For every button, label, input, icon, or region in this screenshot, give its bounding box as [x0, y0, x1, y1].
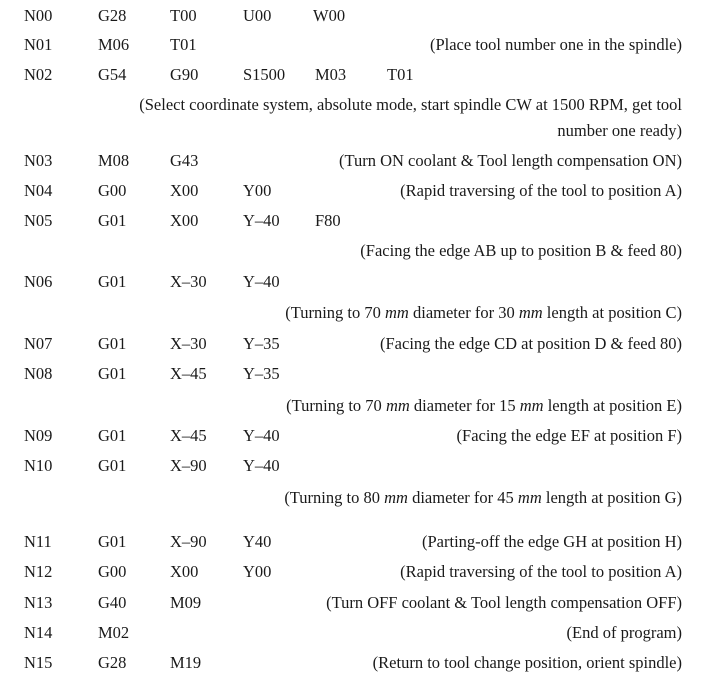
word: M08 — [98, 151, 130, 170]
block-comment: (Place tool number one in the spindle) — [429, 35, 682, 54]
block-n13 — [0, 591, 704, 615]
block-comment: (Facing the edge AB up to position B & feed 80) — [360, 241, 682, 260]
block-comment: (Turn ON coolant & Tool length compensation ON) — [338, 151, 682, 170]
block-n05-comment-line — [0, 239, 704, 263]
word: G43 — [170, 151, 199, 170]
block-comment: (Rapid traversing of the tool to position A) — [400, 181, 682, 200]
block-n12 — [0, 560, 704, 584]
block-n06-comment-line — [0, 301, 704, 325]
word: N08 — [24, 364, 53, 383]
word: N00 — [24, 6, 53, 25]
word: S1500 — [243, 65, 286, 84]
word: F80 — [315, 211, 341, 230]
word: G40 — [98, 593, 127, 612]
word: Y–40 — [243, 426, 280, 445]
block-n04 — [0, 179, 704, 203]
word: N15 — [24, 653, 53, 672]
word: N05 — [24, 211, 53, 230]
word: N03 — [24, 151, 53, 170]
word: X–45 — [170, 364, 207, 383]
word: N13 — [24, 593, 53, 612]
block-comment: (Turn OFF coolant & Tool length compensation OFF) — [326, 593, 682, 612]
word: Y00 — [243, 562, 272, 581]
word: Y–40 — [243, 272, 280, 291]
block-n08-comment-line — [0, 394, 704, 418]
word: N12 — [24, 562, 53, 581]
word: N07 — [24, 334, 53, 353]
block-n08 — [0, 362, 704, 386]
word: T01 — [170, 35, 197, 54]
block-comment: (Facing the edge EF at position F) — [456, 426, 682, 445]
block-n03 — [0, 149, 704, 173]
block-n14 — [0, 621, 704, 645]
word: G01 — [98, 211, 127, 230]
word: X00 — [170, 181, 199, 200]
word: G01 — [98, 334, 127, 353]
block-comment: (Turning to 80 mm diameter for 45 mm length at position G) — [284, 488, 682, 507]
block-n11 — [0, 530, 704, 554]
block-note-line2: number one ready) — [557, 121, 682, 140]
word: Y40 — [243, 532, 272, 551]
block-n02 — [0, 63, 704, 87]
word: Y–35 — [243, 364, 280, 383]
block-n10 — [0, 454, 704, 478]
block-n06 — [0, 270, 704, 294]
word: N01 — [24, 35, 53, 54]
word: X–30 — [170, 272, 207, 291]
word: G28 — [98, 6, 127, 25]
word: X00 — [170, 562, 199, 581]
word: G90 — [170, 65, 199, 84]
word: G00 — [98, 562, 127, 581]
block-comment: (Facing the edge CD at position D & feed 80) — [380, 334, 682, 353]
word: G54 — [98, 65, 127, 84]
word: X–45 — [170, 426, 207, 445]
word: X–30 — [170, 334, 207, 353]
word: N09 — [24, 426, 53, 445]
block-n07 — [0, 332, 704, 356]
word: Y–35 — [243, 334, 280, 353]
word: M03 — [315, 65, 347, 84]
word: X00 — [170, 211, 199, 230]
block-n05 — [0, 209, 704, 233]
word: M06 — [98, 35, 130, 54]
word: Y–40 — [243, 211, 280, 230]
word: G01 — [98, 456, 127, 475]
block-n01 — [0, 33, 704, 57]
word: N06 — [24, 272, 53, 291]
block-n15 — [0, 651, 704, 675]
word: N10 — [24, 456, 53, 475]
block-note-line1: (Select coordinate system, absolute mode, start spindle CW at 1500 RPM, get tool — [139, 95, 682, 114]
word: N14 — [24, 623, 53, 642]
word: W00 — [313, 6, 346, 25]
word: T01 — [387, 65, 414, 84]
word: T00 — [170, 6, 197, 25]
block-n10-comment-line — [0, 486, 704, 510]
block-comment: (Parting-off the edge GH at position H) — [422, 532, 682, 551]
word: G01 — [98, 532, 127, 551]
word: G01 — [98, 364, 127, 383]
word: N11 — [24, 532, 52, 551]
block-comment: (Turning to 70 mm diameter for 30 mm length at position C) — [285, 303, 682, 322]
block-comment: (Turning to 70 mm diameter for 15 mm length at position E) — [286, 396, 682, 415]
block-n09 — [0, 424, 704, 448]
word: M09 — [170, 593, 202, 612]
word: G00 — [98, 181, 127, 200]
word: U00 — [243, 6, 272, 25]
word: N02 — [24, 65, 53, 84]
word: G28 — [98, 653, 127, 672]
block-n00 — [0, 4, 704, 28]
word: N04 — [24, 181, 53, 200]
word: G01 — [98, 426, 127, 445]
block-comment: (Rapid traversing of the tool to position A) — [400, 562, 682, 581]
block-comment: (Return to tool change position, orient spindle) — [372, 653, 682, 672]
word: X–90 — [170, 532, 207, 551]
word: X–90 — [170, 456, 207, 475]
block-comment: (End of program) — [566, 623, 682, 642]
word: Y–40 — [243, 456, 280, 475]
word: Y00 — [243, 181, 272, 200]
word: G01 — [98, 272, 127, 291]
word: M19 — [170, 653, 202, 672]
word: M02 — [98, 623, 130, 642]
